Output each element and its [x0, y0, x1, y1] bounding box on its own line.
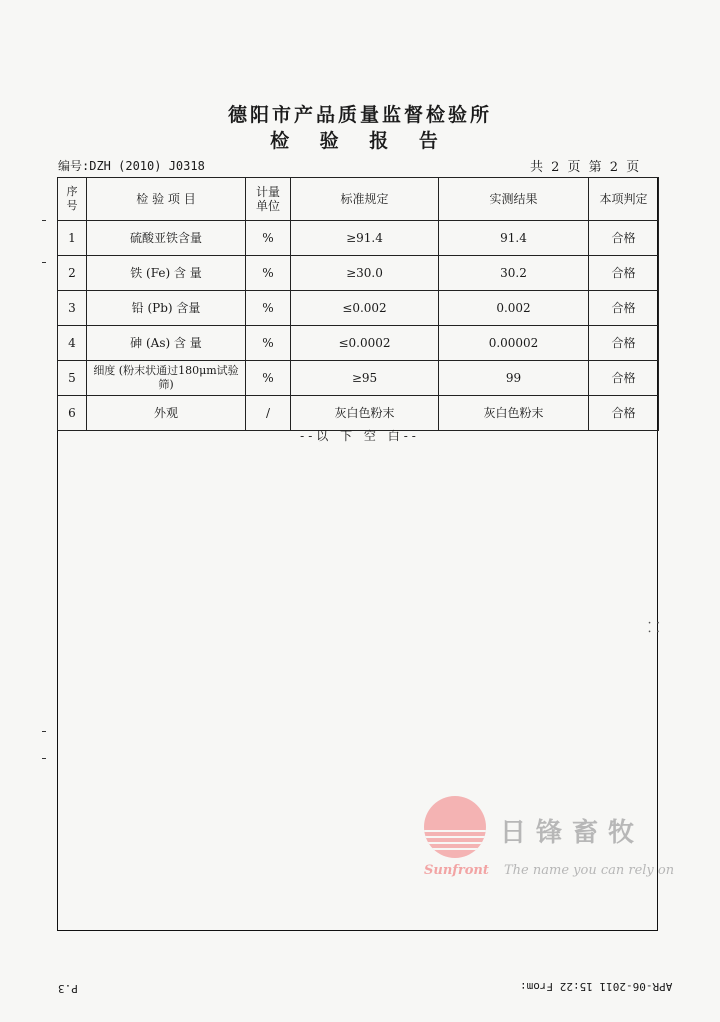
cell-judgement: 合格	[589, 326, 659, 361]
table-row	[58, 291, 659, 326]
cell-item: 外观	[87, 396, 246, 431]
cell-standard: ≥95	[291, 361, 439, 396]
cell-unit: %	[246, 361, 291, 396]
col-header-unit: 计量单位	[246, 178, 291, 221]
cell-no: 3	[58, 291, 87, 326]
col-header-no: 序号	[58, 178, 87, 221]
cell-standard: 灰白色粉末	[291, 396, 439, 431]
table-row	[58, 361, 659, 396]
cell-unit: %	[246, 326, 291, 361]
fax-page-number: P.3	[58, 982, 78, 995]
cell-item: 硫酸亚铁含量	[87, 221, 246, 256]
cell-item: 铁 (Fe) 含 量	[87, 256, 246, 291]
cell-no: 1	[58, 221, 87, 256]
cell-judgement: 合格	[589, 221, 659, 256]
cell-no: 2	[58, 256, 87, 291]
brand-name-cn: 日锋畜牧	[500, 818, 645, 848]
inspection-table	[57, 177, 659, 431]
scan-mark	[42, 758, 46, 759]
cell-result: 灰白色粉末	[439, 396, 589, 431]
report-institute-title: 德阳市产品质量监督检验所	[227, 104, 492, 126]
cell-no: 6	[58, 396, 87, 431]
cell-judgement: 合格	[589, 396, 659, 431]
cell-item: 细度 (粉末状通过180μm试验筛)	[87, 361, 246, 396]
table-row	[58, 326, 659, 361]
brand-slogan: The name you can rely on	[504, 863, 675, 878]
cell-unit: %	[246, 256, 291, 291]
cell-result: 91.4	[439, 221, 589, 256]
cell-result: 99	[439, 361, 589, 396]
scan-mark	[42, 262, 46, 263]
cell-judgement: 合格	[589, 291, 659, 326]
brand-watermark	[424, 796, 675, 886]
cell-result: 0.002	[439, 291, 589, 326]
cell-judgement: 合格	[589, 361, 659, 396]
table-row	[58, 396, 659, 431]
col-header-judgement: 本项判定	[589, 178, 659, 221]
report-subtitle: 检 验 报 告	[270, 130, 450, 152]
col-header-result: 实测结果	[439, 178, 589, 221]
table-row	[58, 256, 659, 291]
cell-unit: %	[246, 221, 291, 256]
cell-judgement: 合格	[589, 256, 659, 291]
page-info: 共 2 页 第 2 页	[530, 160, 642, 175]
brand-name-en: Sunfront	[424, 863, 489, 878]
col-header-item: 检 验 项 目	[87, 178, 246, 221]
cell-unit: /	[246, 396, 291, 431]
cell-item: 砷 (As) 含 量	[87, 326, 246, 361]
cell-standard: ≤0.0002	[291, 326, 439, 361]
staple-mark-icon: ⸬	[648, 620, 660, 636]
cell-result: 0.00002	[439, 326, 589, 361]
blank-below-note: --以 下 空 白--	[300, 429, 420, 443]
scan-mark	[42, 220, 46, 221]
col-header-standard: 标准规定	[291, 178, 439, 221]
fax-header: APR-06-2011 15:22 From:	[520, 980, 673, 993]
scan-mark	[42, 731, 46, 732]
table-header-row	[58, 178, 659, 221]
cell-unit: %	[246, 291, 291, 326]
cell-no: 4	[58, 326, 87, 361]
cell-item: 铅 (Pb) 含量	[87, 291, 246, 326]
cell-standard: ≥91.4	[291, 221, 439, 256]
document-number: 编号:DZH (2010) J0318	[58, 159, 205, 173]
cell-no: 5	[58, 361, 87, 396]
cell-result: 30.2	[439, 256, 589, 291]
cell-standard: ≤0.002	[291, 291, 439, 326]
table-row	[58, 221, 659, 256]
sun-logo-icon	[424, 796, 486, 858]
cell-standard: ≥30.0	[291, 256, 439, 291]
